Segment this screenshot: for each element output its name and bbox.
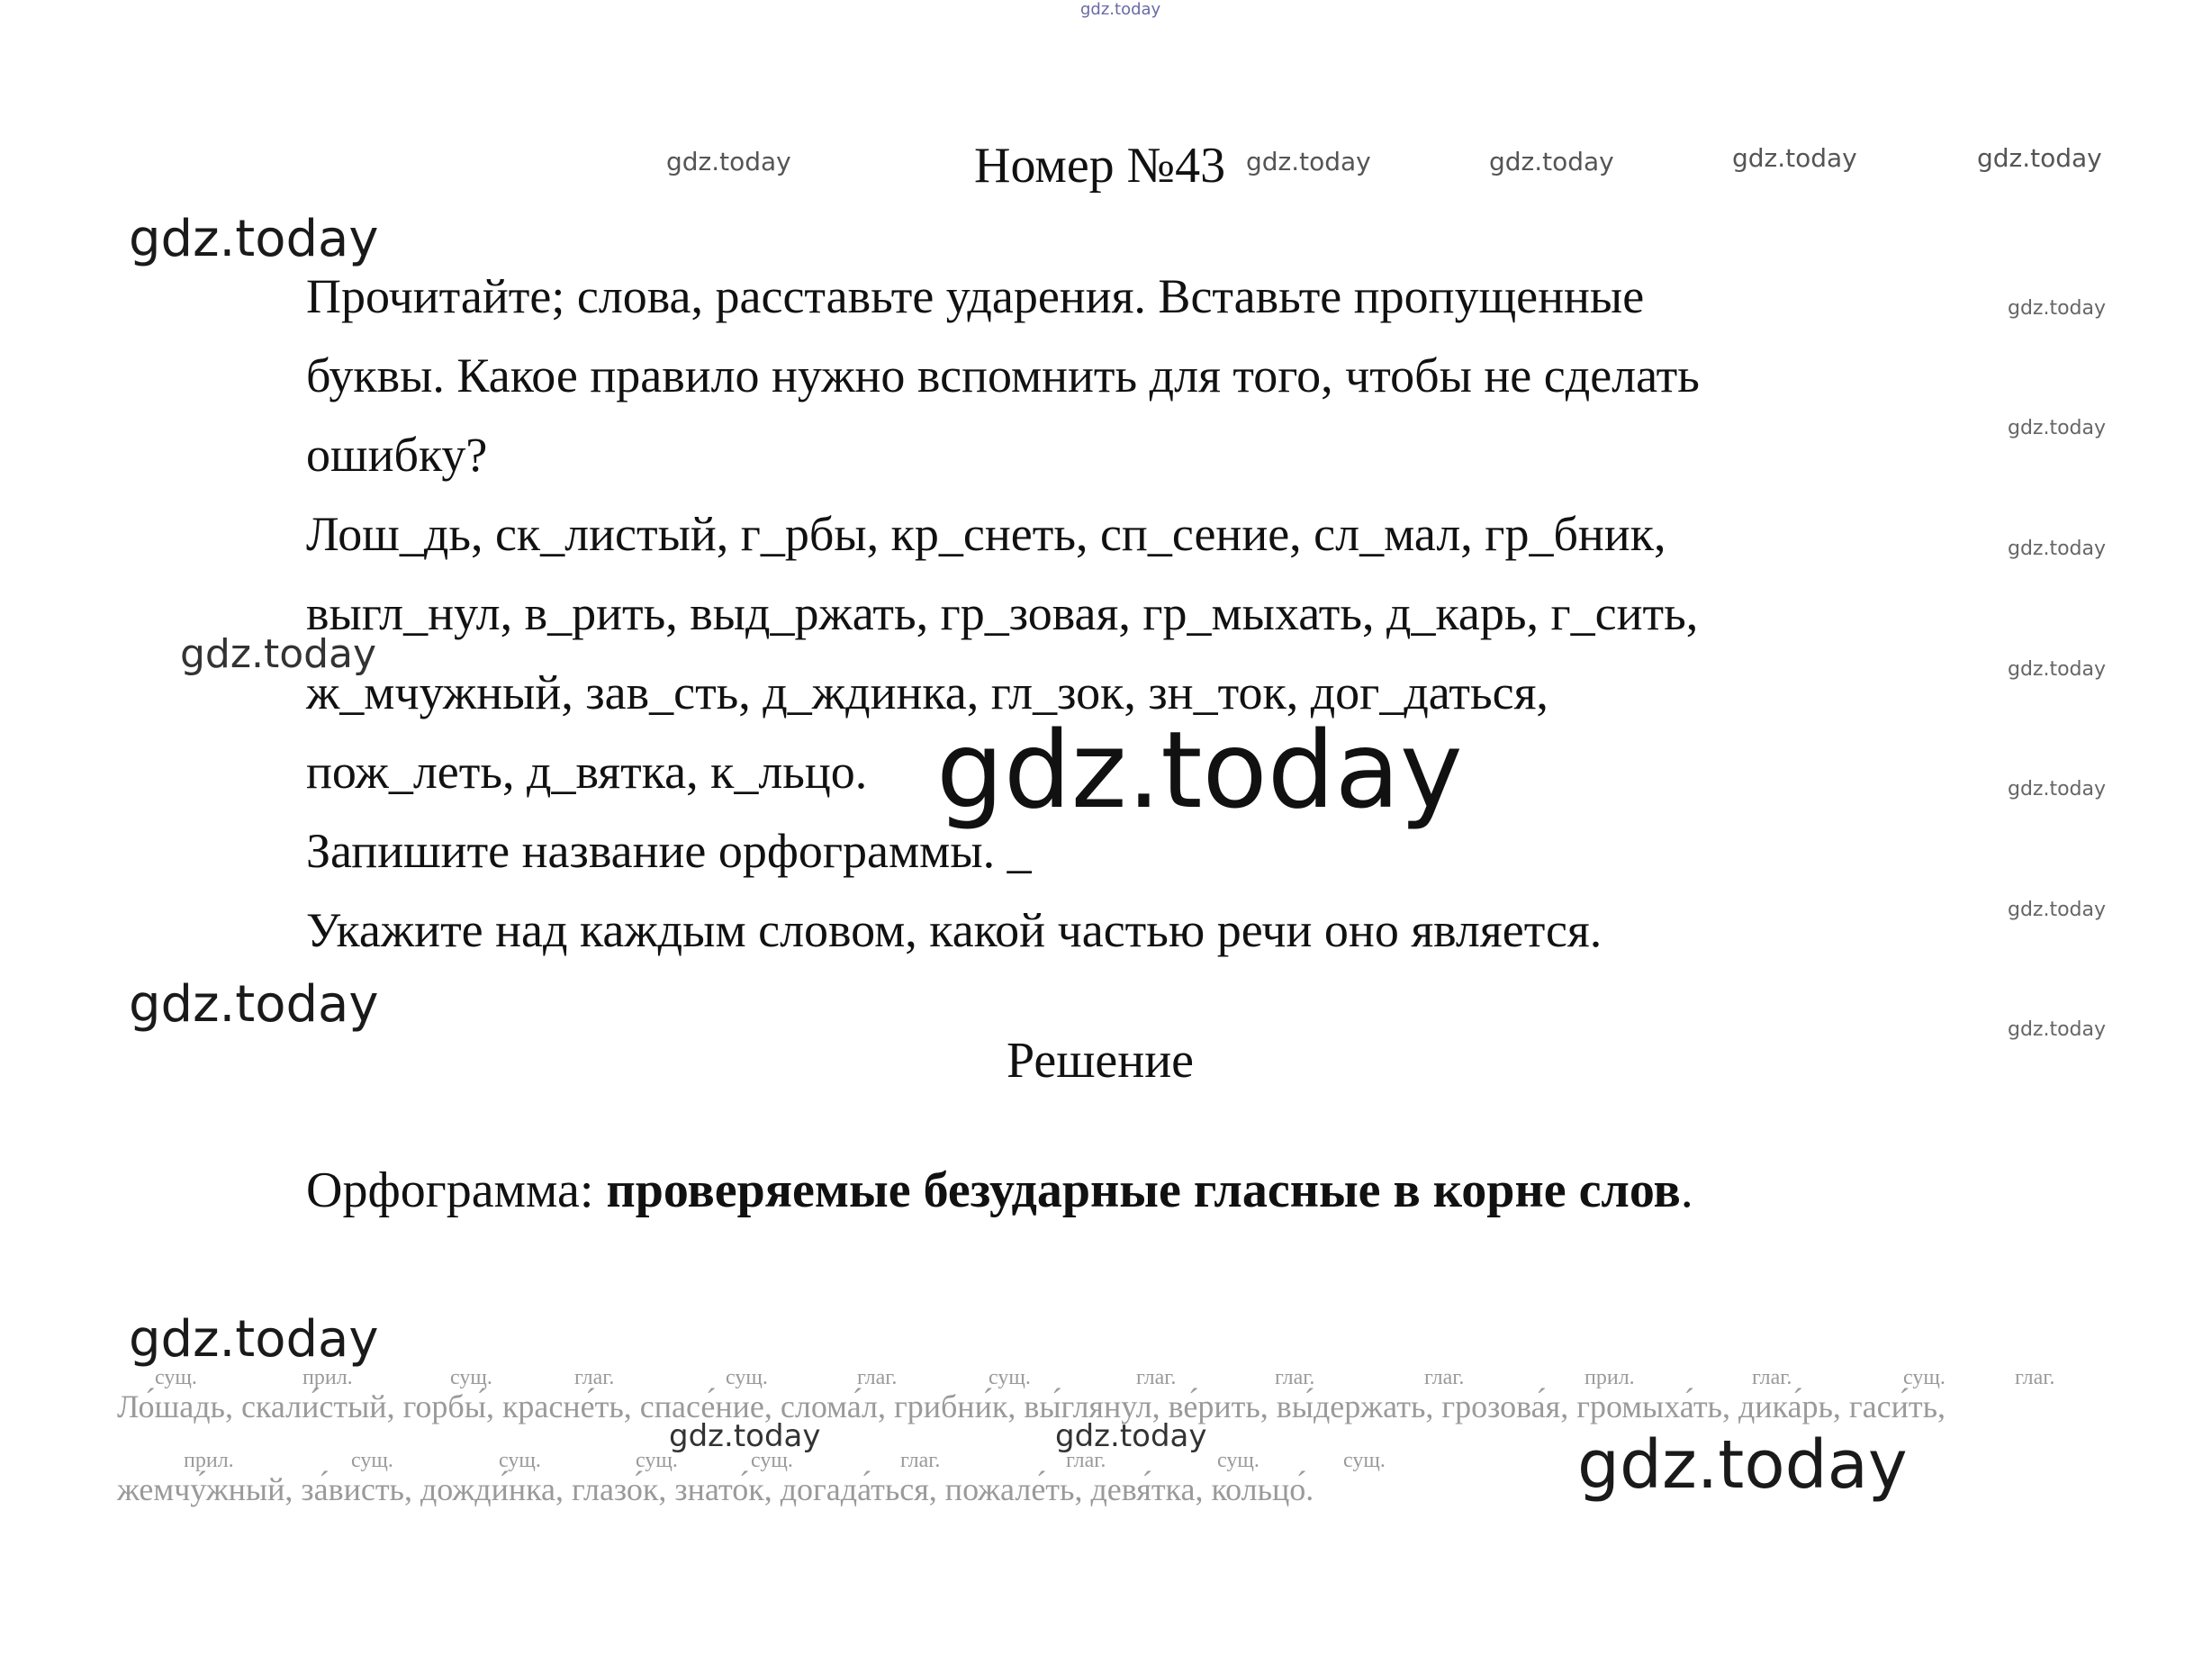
solution-heading: Решение (1007, 1033, 1195, 1089)
watermark: gdz.today (1732, 143, 1857, 173)
watermark: gdz.today (129, 210, 379, 268)
pos-label: сущ. (989, 1366, 1031, 1389)
pos-label: сущ. (351, 1449, 393, 1472)
watermark-large: gdz.today (936, 708, 1463, 832)
pos-label: глаг. (900, 1449, 941, 1472)
orthogram-end: . (1680, 1162, 1693, 1218)
watermark: gdz.today (669, 1418, 821, 1454)
answer-line: Ло́шадь, скали́стый, горбы́, красне́ть, спасе́ние, слома́л, грибни́к, вы́глянул, ве́рить, вы́держать, грозова́я, громыха́ть, дика́рь, гаси́ть, (117, 1388, 1946, 1424)
watermark-top: gdz.today (1080, 0, 1161, 19)
pos-label: сущ. (636, 1449, 678, 1472)
watermark: gdz.today (666, 147, 791, 176)
task-line: Запишите название орфограммы. _ (306, 824, 1032, 878)
pos-label: прил. (302, 1366, 353, 1389)
task-line: пож_леть, д_вятка, к_льцо. (306, 745, 868, 799)
pos-label: сущ. (499, 1449, 541, 1472)
watermark: gdz.today (129, 975, 379, 1034)
watermark: gdz.today (2008, 778, 2107, 800)
task-line: Прочитайте; слова, расставьте ударения. Вставьте пропущенные (306, 269, 1645, 323)
watermark: gdz.today (2008, 658, 2107, 681)
pos-label: сущ. (751, 1449, 793, 1472)
answer-line: жемчу́жный, за́висть, дожди́нка, глазо́к, знато́к, догада́ться, пожале́ть, девя́тка, кольцо́. (117, 1471, 1314, 1507)
task-line: выгл_нул, в_рить, выд_ржать, гр_зовая, гр_мыхать, д_карь, г_сить, (306, 586, 1699, 640)
pos-label: глаг. (2015, 1366, 2055, 1389)
watermark: gdz.today (2008, 538, 2107, 560)
watermark: gdz.today (1489, 147, 1614, 176)
watermark: gdz.today (1977, 143, 2102, 173)
task-line: Укажите над каждым словом, какой частью речи оно является. (306, 903, 1603, 957)
pos-label: сущ. (155, 1366, 197, 1389)
pos-label: глаг. (1066, 1449, 1106, 1472)
pos-label: глаг. (1424, 1366, 1465, 1389)
watermark: gdz.today (129, 1310, 379, 1369)
page-title: Номер №43 (974, 138, 1226, 194)
pos-label: глаг. (574, 1366, 615, 1389)
pos-label: глаг. (1136, 1366, 1177, 1389)
orthogram-label: Орфограмма: (306, 1162, 607, 1218)
pos-label: сущ. (1343, 1449, 1386, 1472)
task-line: буквы. Какое правило нужно вспомнить для того, чтобы не сделать (306, 348, 1700, 402)
pos-label: сущ. (1217, 1449, 1259, 1472)
pos-label: сущ. (1903, 1366, 1946, 1389)
task-line: ошибку? (306, 428, 488, 482)
watermark: gdz.today (2008, 417, 2107, 439)
orthogram-line (306, 1162, 1693, 1219)
watermark: gdz.today (2008, 297, 2107, 320)
pos-label: глаг. (857, 1366, 898, 1389)
watermark: gdz.today (1577, 1426, 1908, 1504)
watermark: gdz.today (2008, 1018, 2107, 1041)
watermark: gdz.today (1055, 1418, 1207, 1454)
orthogram-value: проверяемые безударные гласные в корне слов (606, 1162, 1681, 1218)
task-line: Лош_дь, ск_листый, г_рбы, кр_снеть, сп_сение, сл_мал, гр_бник, (306, 507, 1666, 561)
task-line: ж_мчужный, зав_сть, д_ждинка, гл_зок, зн_ток, дог_даться, (306, 665, 1548, 719)
pos-label: глаг. (1275, 1366, 1315, 1389)
pos-label: прил. (184, 1449, 234, 1472)
pos-label: сущ. (726, 1366, 768, 1389)
watermark: gdz.today (2008, 899, 2107, 921)
watermark: gdz.today (1246, 147, 1371, 176)
watermark: gdz.today (180, 631, 377, 677)
pos-label: прил. (1585, 1366, 1635, 1389)
pos-label: глаг. (1752, 1366, 1792, 1389)
pos-label: сущ. (450, 1366, 492, 1389)
